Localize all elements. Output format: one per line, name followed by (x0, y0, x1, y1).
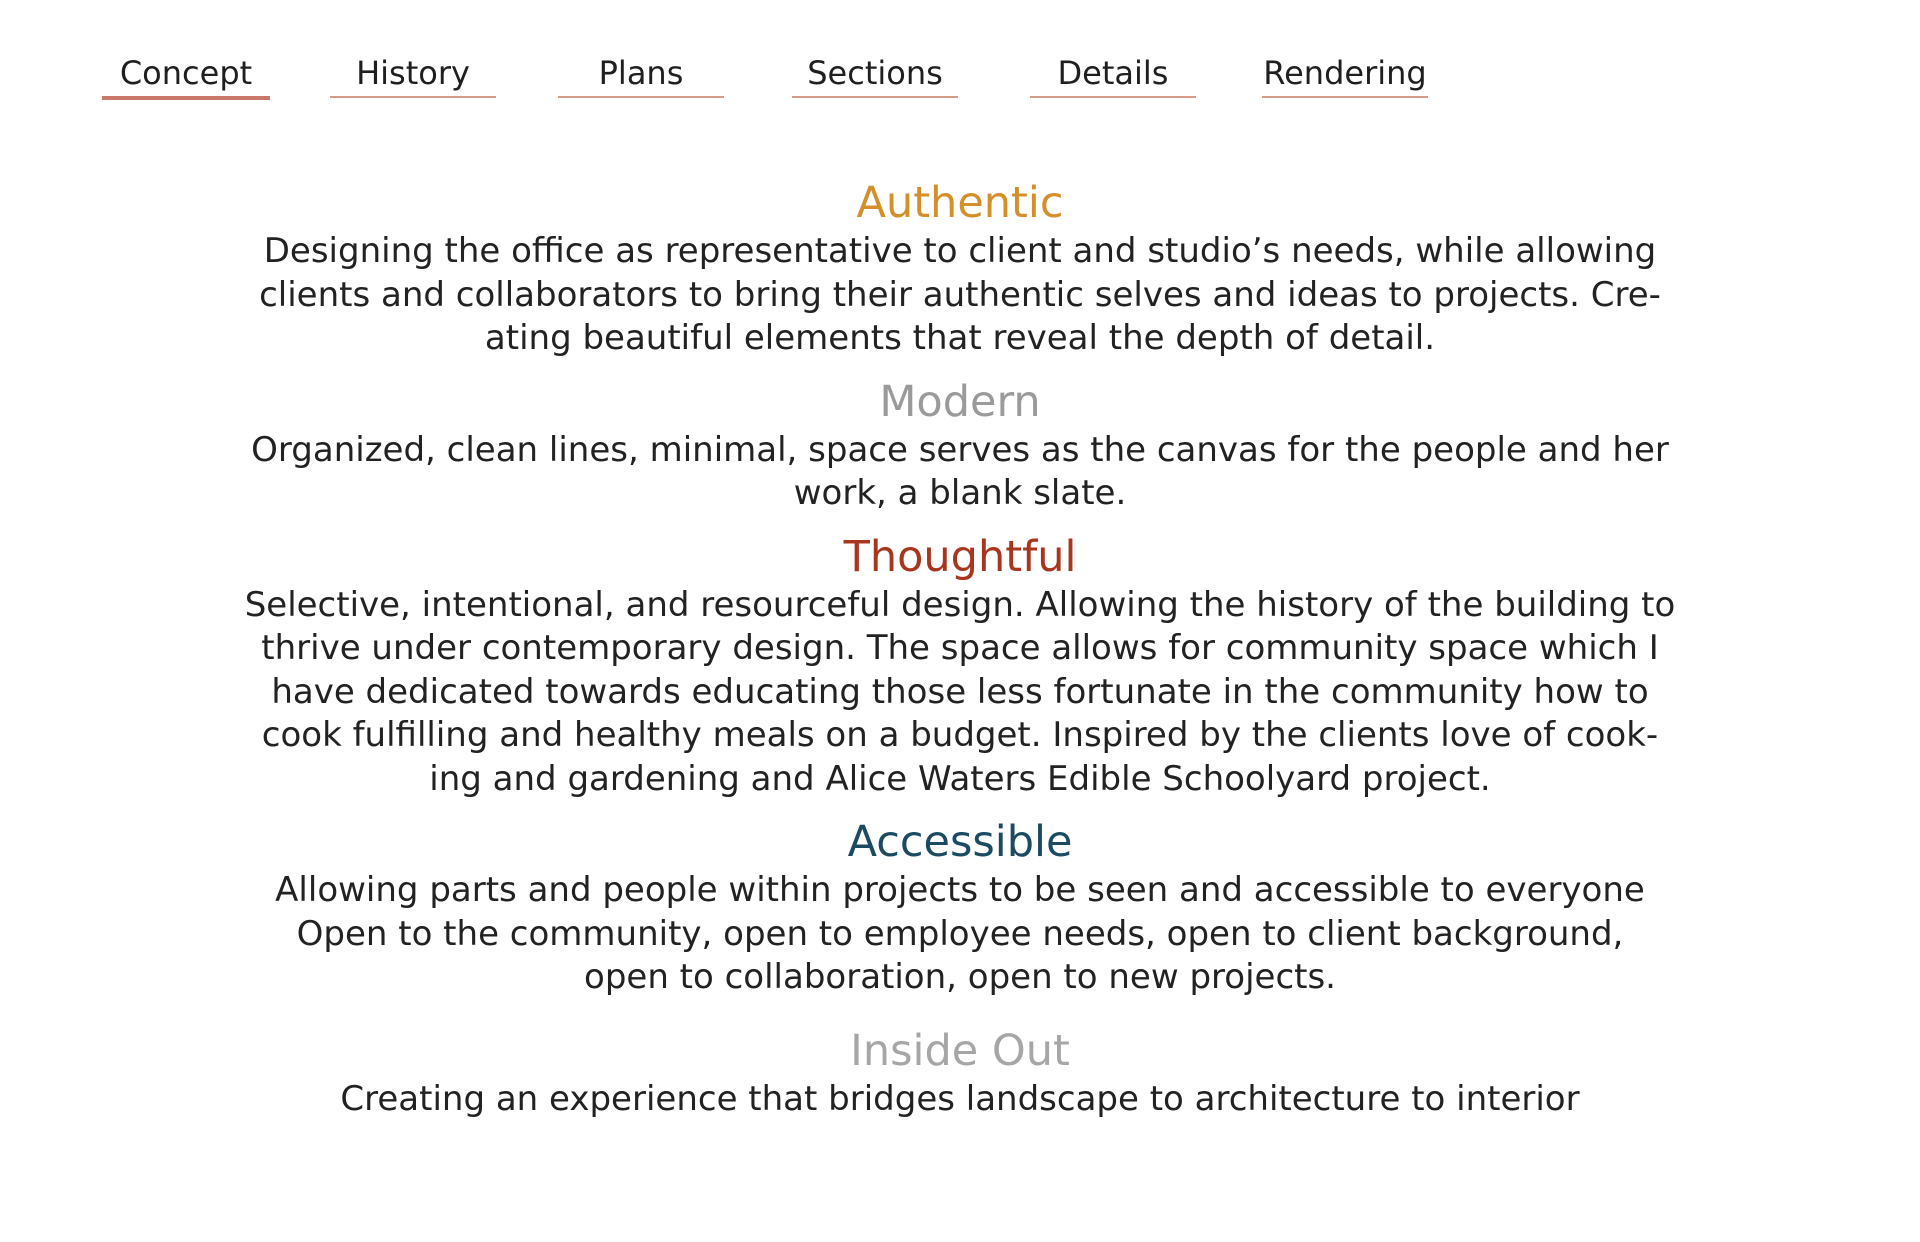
section-heading: Thoughtful (843, 531, 1077, 582)
tab-details[interactable]: Details (1030, 50, 1196, 98)
body-line: Selective, intentional, and resourceful design. Allowing the history of the building to (244, 584, 1676, 625)
tab-concept[interactable]: Concept (102, 50, 270, 100)
body-line: Creating an experience that bridges landscape to architecture to interior (340, 1078, 1580, 1119)
tab-sections[interactable]: Sections (792, 50, 958, 98)
tab-history[interactable]: History (330, 50, 496, 98)
body-line: cook fulfilling and healthy meals on a budget. Inspired by the clients love of cook- (261, 715, 1659, 755)
body-line: Open to the community, open to employee needs, open to client background, (296, 913, 1624, 954)
tab-plans[interactable]: Plans (558, 50, 724, 98)
section-heading: Authentic (856, 178, 1064, 228)
section-body (210, 869, 1710, 1000)
body-line: Organized, clean lines, minimal, space serves as the canvas for the people and her (251, 429, 1669, 470)
body-line: ing and gardening and Alice Waters Edible Schoolyard project. (429, 758, 1491, 799)
tab-rendering[interactable]: Rendering (1262, 50, 1428, 98)
section-accessible (210, 815, 1710, 1000)
section-modern (210, 375, 1710, 516)
body-line: have dedicated towards educating those less fortunate in the community how to (271, 671, 1649, 712)
body-line: Allowing parts and people within projects to be seen and accessible to everyone (275, 870, 1645, 910)
section-heading: Modern (879, 376, 1041, 427)
section-body (210, 230, 1710, 361)
section-inside-out (210, 1024, 1710, 1122)
section-body (210, 1078, 1710, 1122)
section-heading: Inside Out (850, 1025, 1070, 1076)
body-line: work, a blank slate. (793, 473, 1127, 513)
body-line: ating beautiful elements that reveal the depth of detail. (484, 318, 1436, 358)
top-navigation (0, 50, 1920, 110)
section-authentic (210, 176, 1710, 361)
body-line: clients and collaborators to bring their authentic selves and ideas to projects. Cre- (259, 274, 1661, 315)
body-line: open to collaboration, open to new projects. (584, 957, 1336, 997)
section-body (210, 429, 1710, 516)
section-thoughtful (210, 530, 1710, 802)
body-line: Designing the office as representative to client and studio’s needs, while allowing (263, 231, 1657, 271)
concept-content (210, 176, 1710, 1135)
section-heading: Accessible (847, 817, 1073, 867)
body-line: thrive under contemporary design. The space allows for community space which I (261, 628, 1659, 668)
section-body (210, 584, 1710, 802)
